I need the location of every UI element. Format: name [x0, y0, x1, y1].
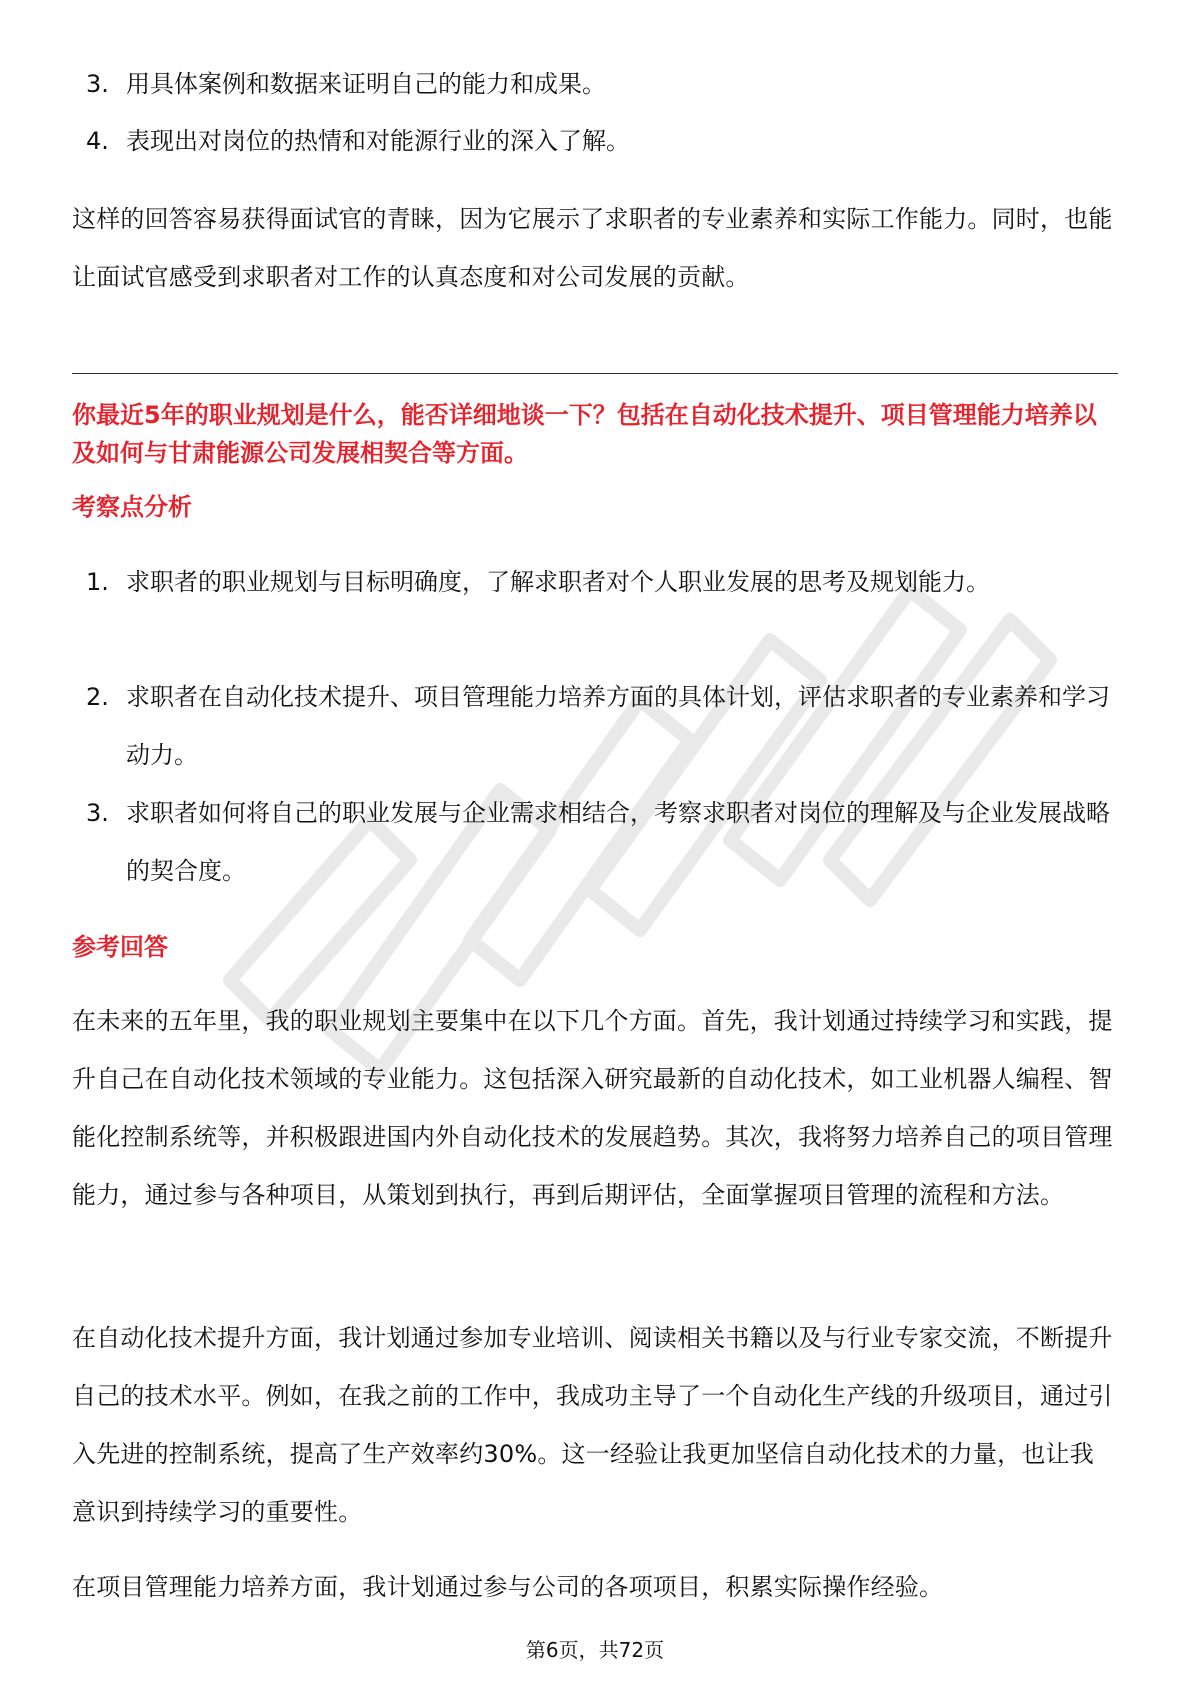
- list-number: 3.: [86, 799, 109, 827]
- summary-paragraph: 这样的回答容易获得面试官的青睐，因为它展示了求职者的专业素养和实际工作能力。同时，也能让面试官感受到求职者对工作的认真态度和对公司发展的贡献。: [72, 205, 1113, 291]
- list-text: 表现出对岗位的热情和对能源行业的深入了解。: [126, 127, 630, 155]
- interview-question: 你最近5年的职业规划是什么，能否详细地谈一下？包括在自动化技术提升、项目管理能力培养以及如何与甘肃能源公司发展相契合等方面。: [72, 401, 1097, 467]
- list-text: 用具体案例和数据来证明自己的能力和成果。: [126, 70, 606, 98]
- list-number: 3.: [86, 70, 109, 98]
- analysis-heading: 考察点分析: [72, 493, 192, 521]
- answer-paragraph: 在自动化技术提升方面，我计划通过参加专业培训、阅读相关书籍以及与行业专家交流，不断提升自己的技术水平。例如，在我之前的工作中，我成功主导了一个自动化生产线的升级项目，通过引入先进的控制系统，提高了生产效率约30%。这一经验让我更加坚信自动化技术的力量，也让我意识到持续学习的重要性。: [72, 1324, 1113, 1526]
- list-text: 求职者的职业规划与目标明确度，了解求职者对个人职业发展的思考及规划能力。: [126, 568, 990, 596]
- list-text: 求职者在自动化技术提升、项目管理能力培养方面的具体计划，评估求职者的专业素养和学习动力。: [126, 683, 1110, 769]
- answer-heading: 参考回答: [72, 933, 168, 961]
- list-text: 求职者如何将自己的职业发展与企业需求相结合，考察求职者对岗位的理解及与企业发展战略的契合度。: [126, 799, 1110, 885]
- section-divider: [72, 373, 1118, 374]
- answer-paragraph: 在未来的五年里，我的职业规划主要集中在以下几个方面。首先，我计划通过持续学习和实践，提升自己在自动化技术领域的专业能力。这包括深入研究最新的自动化技术，如工业机器人编程、智能化控制系统等，并积极跟进国内外自动化技术的发展趋势。其次，我将努力培养自己的项目管理能力，通过参与各种项目，从策划到执行，再到后期评估，全面掌握项目管理的流程和方法。: [72, 1007, 1113, 1209]
- page-footer: 第6页，共72页: [525, 1638, 665, 1662]
- answer-paragraph: 在项目管理能力培养方面，我计划通过参与公司的各项项目，积累实际操作经验。: [72, 1573, 944, 1601]
- list-number: 4.: [86, 127, 109, 155]
- list-number: 2.: [86, 683, 109, 711]
- list-number: 1.: [86, 568, 109, 596]
